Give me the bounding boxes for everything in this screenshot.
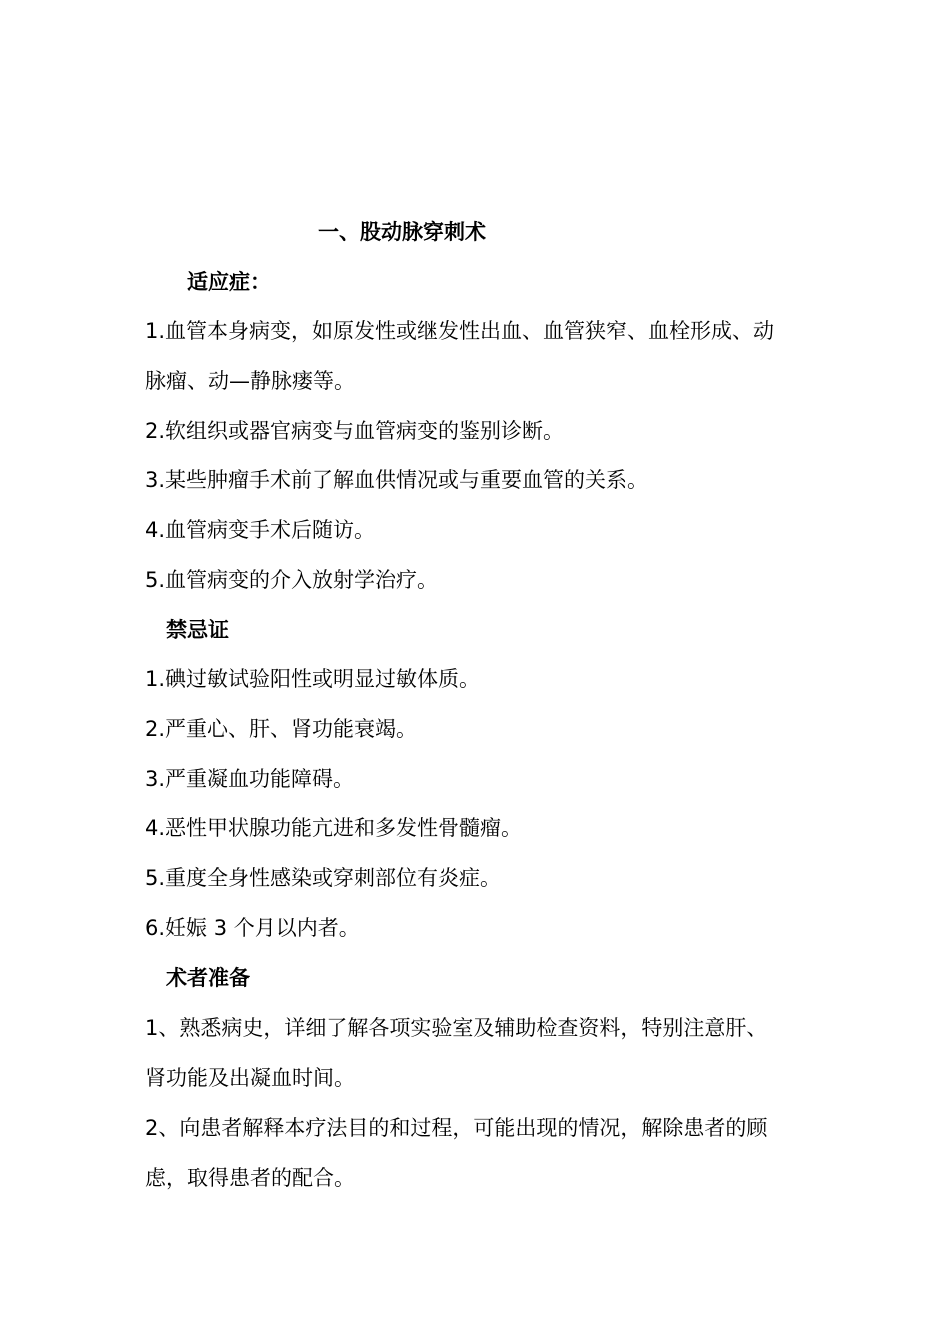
- indication-line-1: 1.血管本身病变，如原发性或继发性出血、血管狭窄、血栓形成、动: [145, 319, 775, 343]
- preparation-line-1: 1、熟悉病史，详细了解各项实验室及辅助检查资料，特别注意肝、: [145, 1016, 768, 1040]
- document-title: 一、股动脉穿刺术: [318, 220, 486, 244]
- preparation-line-1-cont: 肾功能及出凝血时间。: [145, 1066, 355, 1090]
- preparation-line-2: 2、向患者解释本疗法目的和过程，可能出现的情况，解除患者的顾: [145, 1116, 768, 1140]
- indication-line-5: 5.血管病变的介入放射学治疗。: [145, 568, 439, 592]
- contraindication-line-5: 5.重度全身性感染或穿刺部位有炎症。: [145, 866, 502, 890]
- contraindication-line-1: 1.碘过敏试验阳性或明显过敏体质。: [145, 667, 481, 691]
- indication-line-4: 4.血管病变手术后随访。: [145, 518, 376, 542]
- indication-line-1-cont: 脉瘤、动—静脉瘘等。: [145, 369, 355, 393]
- section-heading-operator-preparation: 术者准备: [166, 966, 250, 990]
- section-heading-contraindications: 禁忌证: [166, 618, 229, 642]
- indication-line-3: 3.某些肿瘤手术前了解血供情况或与重要血管的关系。: [145, 468, 649, 492]
- contraindication-line-2: 2.严重心、肝、肾功能衰竭。: [145, 717, 418, 741]
- contraindication-line-3: 3.严重凝血功能障碍。: [145, 767, 355, 791]
- preparation-line-2-cont: 虑，取得患者的配合。: [145, 1166, 355, 1190]
- section-heading-indications: 适应症：: [187, 270, 271, 294]
- indication-line-2: 2.软组织或器官病变与血管病变的鉴别诊断。: [145, 419, 565, 443]
- contraindication-line-6: 6.妊娠 3 个月以内者。: [145, 916, 360, 940]
- contraindication-line-4: 4.恶性甲状腺功能亢进和多发性骨髓瘤。: [145, 816, 523, 840]
